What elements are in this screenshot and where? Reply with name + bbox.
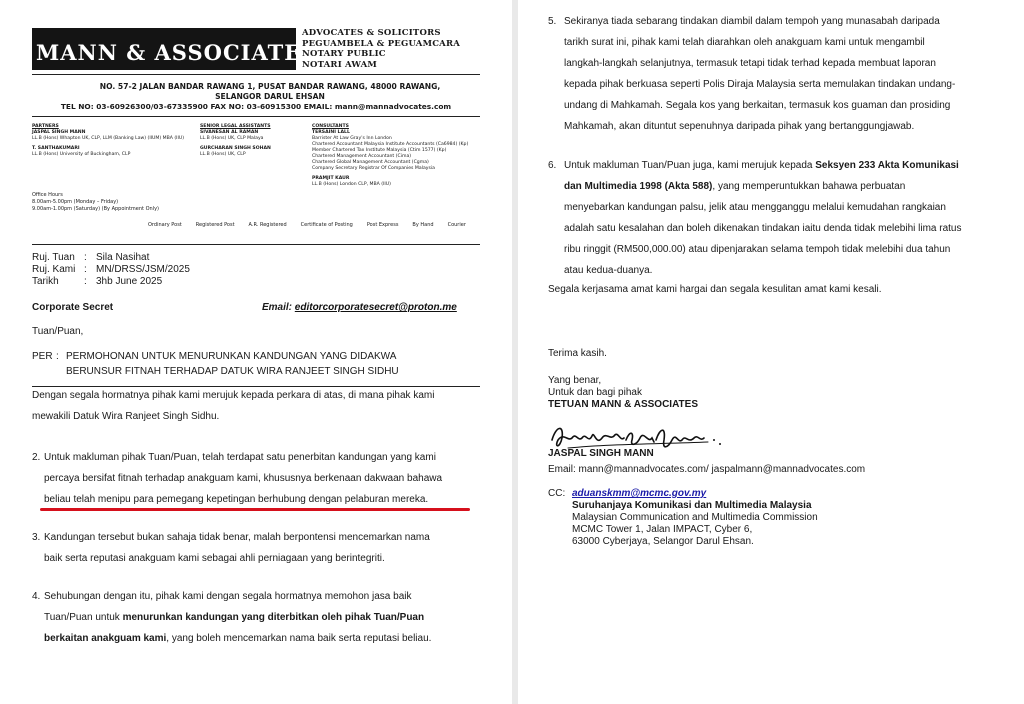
cc-org-malay: Suruhanjaya Komunikasi dan Multimedia Malaysia <box>572 500 812 511</box>
paragraph-line: atau kedua-duanya. <box>564 265 653 276</box>
subject-label: PER <box>32 351 53 362</box>
assistant-name: GURCHARAN SINGH SOHAN <box>200 146 271 151</box>
role-line: NOTARY PUBLIC <box>302 49 386 59</box>
paragraph-3 <box>32 527 482 571</box>
partner-name: T. SANTHAKUMARI <box>32 146 80 151</box>
office-hours-label: Office Hours <box>32 192 63 198</box>
recipient-name: Corporate Secret <box>32 302 114 313</box>
delivery-option: Post Express <box>366 222 399 228</box>
delivery-option: Courier <box>447 222 466 228</box>
role-line: NOTARI AWAM <box>302 59 378 70</box>
paragraph-line: undang di Mahkamah. Segala kos yang berkaitan, termasuk kos guaman dan prosiding <box>564 100 951 111</box>
salutation: Tuan/Puan, <box>32 326 84 337</box>
office-hours <box>32 192 159 213</box>
reference-block: Ruj. Tuan : Sila Nasihat Ruj. Kami : MN/DRSS/JSM/2025 Tarikh : 3hb June 2025 <box>32 252 190 287</box>
partner-name: JASPAL SINGH MANN <box>32 130 86 135</box>
subject-line2: BERUNSUR FITNAH TERHADAP DATUK WIRA RANJEET SINGH SIDHU <box>66 366 399 377</box>
delivery-option: Ordinary Post <box>148 222 182 228</box>
letterhead-rule-bottom <box>32 116 480 117</box>
paragraph-number: 5. <box>548 16 557 27</box>
paragraph-line: kepada pihak berkuasa seperti Polis Diraja Malaysia serta memulakan tindakan undang- <box>564 79 956 90</box>
paragraph-body <box>564 155 962 281</box>
subject-colon: : <box>56 351 59 362</box>
ruj-kami-value: MN/DRSS/JSM/2025 <box>96 264 190 275</box>
firm-logo-text: MANN & ASSOCIATES <box>36 40 318 65</box>
paragraph-line: Untuk makluman pihak Tuan/Puan, telah terdapat satu penerbitan kandungan yang kami <box>44 452 436 463</box>
paragraph-number: 4. <box>32 591 41 602</box>
recipient-email-label: Email: <box>262 302 293 313</box>
paragraph-4 <box>32 586 482 652</box>
paragraph-line: Kandungan tersebut bukan sahaja tidak benar, malah berpontensi mencemarkan nama <box>44 532 430 543</box>
subject-line1: PERMOHONAN UNTUK MENURUNKAN KANDUNGAN YANG DIDAKWA <box>66 351 397 362</box>
paragraph-line: adalah satu kesalahan dan boleh dikenakan tindakan iaitu denda tidak melebihi lima ratus <box>564 223 962 234</box>
delivery-option: A.R. Registered <box>248 222 287 228</box>
firm-contact-line: TEL NO: 03-60926300/03-67335900 FAX NO: 03-60915300 EMAIL: mann@mannadvocates.com <box>60 102 452 111</box>
tarikh-value: 3hb June 2025 <box>96 276 163 287</box>
signer-email-line: Email: mann@mannadvocates.com/ jaspalmann@mannadvocates.com <box>548 464 866 475</box>
consultant-line: Member Chartered Tax Institute Malaysia (Ctim 1577) (Kp) <box>312 148 447 153</box>
delivery-option: Registered Post <box>195 222 235 228</box>
paragraph-number: 6. <box>548 160 557 171</box>
paragraph-2 <box>32 447 482 513</box>
paragraph-line: Tuan/Puan untuk menurunkan kandungan yang diterbitkan oleh pihak Tuan/Puan <box>44 612 425 623</box>
consultant-quals: LL.B (Hons) London CLP, MBA (IIU) <box>312 182 391 187</box>
firm-address-line1: NO. 57-2 JALAN BANDAR RAWANG 1, PUSAT BANDAR RAWANG, 48000 RAWANG, <box>99 82 441 91</box>
cc-address-line: 63000 Cyberjaya, Selangor Darul Ehsan. <box>572 536 754 547</box>
paragraph-line: Untuk makluman Tuan/Puan juga, kami merujuk kepada Seksyen 233 Akta Komunikasi <box>564 160 959 171</box>
paragraph-line: Sekiranya tiada sebarang tindakan diambil dalam tempoh yang munasabah daripada <box>564 16 940 27</box>
recipient-email-link[interactable]: editorcorporatesecret@proton.me <box>294 302 457 313</box>
consultant-name: PRAMJIT KAUR <box>312 176 350 181</box>
paragraph-line: menyebarkan kandungan palsu, jelik atau mengganggu melalui kemudahan rangkaian <box>564 202 946 213</box>
office-hours-line: 8.00am-5.00pm (Monday – Friday) <box>32 199 119 205</box>
intro-line: mewakili Datuk Wira Ranjeet Singh Sidhu. <box>32 411 220 422</box>
delivery-option: By Hand <box>412 222 434 228</box>
assistant-quals: LL.B (Hons) UK, CLP Malaya <box>200 136 264 141</box>
paragraph-body <box>44 586 431 649</box>
consultants-column <box>312 124 468 188</box>
assistant-name: SIVANESAN AL RAMAN <box>200 130 259 135</box>
tarikh-label: Tarikh <box>32 276 59 287</box>
cc-org-english: Malaysian Communication and Multimedia Commission <box>572 512 818 523</box>
paragraph-line: Sehubungan dengan itu, pihak kami dengan segala hormatnya memohon jasa baik <box>44 591 412 602</box>
consultant-line: Chartered Global Management Accountant (Cgma) <box>312 160 429 165</box>
cc-email-link[interactable]: aduanskmm@mcmc.gov.my <box>572 488 707 499</box>
intro-paragraph <box>32 385 480 427</box>
role-line: PEGUAMBELA & PEGUAMCARA <box>302 38 461 49</box>
paragraph-line: percaya bersifat fitnah terhadap anakguam kami, khususnya berkenaan dakwaan bahawa <box>44 473 443 484</box>
cc-recipient <box>572 488 818 548</box>
assistant-quals: LL.B (Hons) UK, CLP <box>200 152 246 157</box>
meta-rule <box>32 244 480 245</box>
paragraph-line: ribu ringgit (RM500,000.00) atau dipenjarakan selama tempoh tidak melebihi dua tahun <box>564 244 951 255</box>
recipient-email-line <box>262 300 457 316</box>
paragraph-line: Mahkamah, akan dituntut sepenuhnya daripada pihak yang bertanggungjawab. <box>564 121 915 132</box>
yang-benar: Yang benar, <box>548 375 602 386</box>
paragraph-line: baik serta reputasi anakguam kami sebagai ahli perniagaan yang berintegriti. <box>44 553 385 564</box>
paragraph-6 <box>548 155 978 285</box>
partner-quals: LL.B (Hons) Whapton UK, CLP, LLM (Banking Law) (IIUM) MBA (IIU) <box>32 136 184 141</box>
ruj-tuan-value: Sila Nasihat <box>96 252 150 263</box>
firm-roles <box>302 28 460 70</box>
paragraph-body <box>564 11 955 137</box>
senior-assistants-heading: SENIOR LEGAL ASSISTANTS <box>200 124 271 129</box>
senior-assistants-column <box>200 124 271 158</box>
ruj-tuan-label: Ruj. Tuan <box>32 252 75 263</box>
delivery-options <box>148 222 466 228</box>
delivery-option: Certificate of Posting <box>300 222 353 228</box>
closing-sentence: Segala kerjasama amat kami hargai dan segala kesulitan amat kami kesali. <box>548 284 882 295</box>
on-behalf: Untuk dan bagi pihak <box>548 387 642 398</box>
consultant-line: Chartered Management Accountant (Cima) <box>312 154 412 159</box>
partners-heading: PARTNERS <box>32 124 59 129</box>
consultants-heading: CONSULTANTS <box>312 124 349 129</box>
cc-address-line: MCMC Tower 1, Jalan IMPACT, Cyber 6, <box>572 524 753 535</box>
paragraph-body <box>44 527 430 569</box>
consultant-line: Barrister At Law Gray's Inn London <box>312 136 392 141</box>
cc-label: CC: <box>548 488 566 499</box>
consultant-name: TERSAINI LALL <box>312 130 350 135</box>
paragraph-number: 3. <box>32 532 41 543</box>
role-line: ADVOCATES & SOLICITORS <box>302 28 441 38</box>
signer-name: JASPAL SINGH MANN <box>548 448 654 459</box>
paragraph-line: langkah-langkah selanjutnya, termasuk tetapi tidak terhad kepada membuat laporan <box>564 58 936 69</box>
firm-address-line2: SELANGOR DARUL EHSAN <box>215 92 325 101</box>
letterhead-rule-top <box>32 74 480 75</box>
partners-column <box>32 124 184 158</box>
paragraph-body <box>44 447 442 510</box>
ruj-kami-label: Ruj. Kami <box>32 264 76 275</box>
partner-quals: LL.B (Hons) University of Buckingham, CLP <box>32 152 131 157</box>
paragraph-line: dan Multimedia 1998 (Akta 588), yang memperuntukkan bahawa perbuatan <box>564 181 906 192</box>
office-hours-line: 9.00am-1.00pm (Saturday) (By Appointment Only) <box>32 206 160 212</box>
consultant-line: Company Secretary Registrar Of Companies Malaysia <box>312 166 435 171</box>
intro-line: Dengan segala hormatnya pihak kami merujuk kepada perkara di atas, di mana pihak kami <box>32 390 435 401</box>
paragraph-5 <box>548 11 978 141</box>
paragraph-line: berkaitan anakguam kami, yang boleh mencemarkan nama baik serta reputasi beliau. <box>44 633 432 644</box>
thanks: Terima kasih. <box>548 348 607 359</box>
paragraph-line: beliau telah menipu para pemegang kepetingan berhubung dengan pelaburan mereka. <box>44 494 429 505</box>
signoff-firm: TETUAN MANN & ASSOCIATES <box>548 399 698 410</box>
paragraph-line: tarikh surat ini, pihak kami telah diarahkan oleh anakguam kami untuk mengambil <box>564 37 925 48</box>
signoff-block <box>548 375 698 411</box>
red-highlight-underline <box>40 508 470 511</box>
consultant-line: Chartered Accountant Malaysia Institute Accountants (Ca6984) (Kp) <box>312 142 469 147</box>
paragraph-number: 2. <box>32 452 41 463</box>
